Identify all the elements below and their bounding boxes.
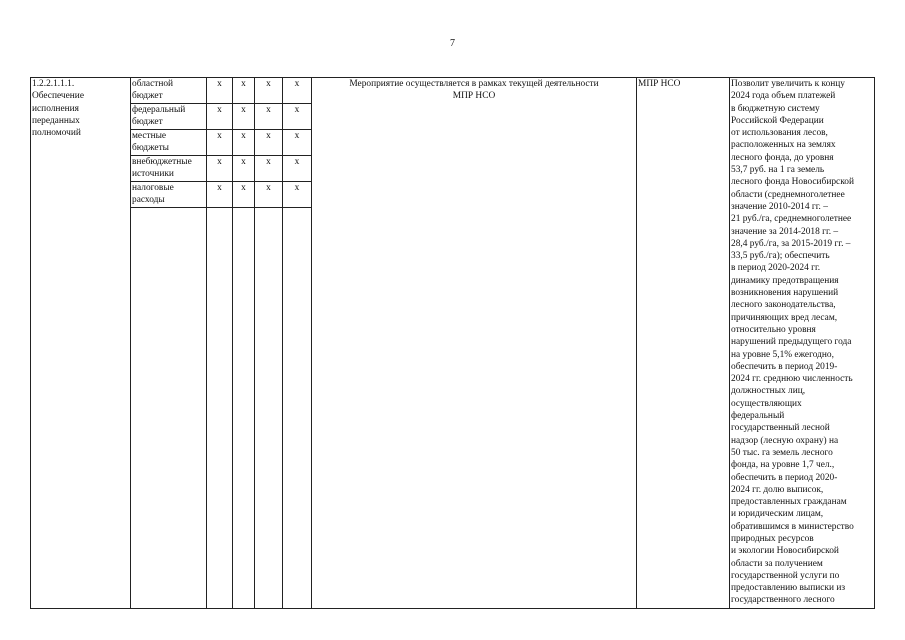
effect-line: причиняющих вред лесам, xyxy=(731,312,838,323)
effect-line: предоставленных гражданам xyxy=(731,497,847,508)
effect-line: относительно уровня xyxy=(731,324,816,335)
mark-cell: x xyxy=(255,78,283,104)
mark-cell: x xyxy=(233,104,255,130)
measures-table xyxy=(30,77,875,609)
source-label-line: бюджет xyxy=(132,91,163,102)
effect-line: природных ресурсов xyxy=(731,533,814,544)
table-row xyxy=(31,78,875,104)
mark-cell: x xyxy=(207,156,233,182)
source-label-line: бюджеты xyxy=(132,143,169,154)
source-cell xyxy=(131,130,207,156)
effect-line: лесного фонда, до уровня xyxy=(731,152,834,163)
measure-name-line: исполнения xyxy=(32,103,79,114)
measure-code: 1.2.2.1.1.1. xyxy=(32,79,75,89)
effect-line: нарушений предыдущего года xyxy=(731,337,852,348)
source-label-line: расходы xyxy=(132,195,165,206)
effect-line: государственный лесной xyxy=(731,423,830,434)
mark-cell: x xyxy=(283,156,312,182)
source-label-line: бюджет xyxy=(132,117,163,128)
effect-line: 28,4 руб./га, за 2015-2019 гг. – xyxy=(731,238,851,249)
effect-line: значение за 2014-2018 гг. – xyxy=(731,226,839,237)
effect-line: в период 2020-2024 гг. xyxy=(731,263,821,274)
mark-cell: x xyxy=(207,78,233,104)
effect-line: Позволит увеличить к концу xyxy=(731,79,845,89)
source-cell xyxy=(131,104,207,130)
empty-cell xyxy=(207,208,233,609)
mark-cell: x xyxy=(283,104,312,130)
effect-line: на уровне 5,1% ежегодно, xyxy=(731,349,834,360)
source-cell xyxy=(131,156,207,182)
effect-line: лесного фонда Новосибирской xyxy=(731,177,854,188)
mark-cell: x xyxy=(255,130,283,156)
effect-line: 33,5 руб./га); обеспечить xyxy=(731,251,830,262)
effect-line: должностных лиц, xyxy=(731,386,806,397)
mark-cell: x xyxy=(233,156,255,182)
mark-cell: x xyxy=(207,104,233,130)
activity-line: МПР НСО xyxy=(452,91,496,102)
source-label-line: областной xyxy=(132,79,174,89)
mark-cell: x xyxy=(207,130,233,156)
effect-line: 2024 года объем платежей xyxy=(731,91,836,102)
effect-line: расположенных на землях xyxy=(731,140,836,151)
source-cell xyxy=(131,78,207,104)
empty-cell xyxy=(255,208,283,609)
effect-line: обратившимся в министерство xyxy=(731,521,854,532)
empty-cell xyxy=(131,208,207,609)
effect-line: 21 руб./га, среднемноголетнее xyxy=(731,214,852,225)
effect-line: предоставлению выписки из xyxy=(731,583,846,594)
mark-cell: x xyxy=(283,182,312,208)
effect-line: возникновения нарушений xyxy=(731,288,839,299)
mark-cell: x xyxy=(233,182,255,208)
expected-effect-cell xyxy=(730,78,875,609)
mark-cell: x xyxy=(207,182,233,208)
mark-cell: x xyxy=(255,156,283,182)
source-label-line: налоговые xyxy=(132,183,174,193)
effect-line: и юридическим лицам, xyxy=(731,509,824,520)
mark-cell: x xyxy=(283,130,312,156)
measure-name-line: полномочий xyxy=(32,128,81,139)
empty-cell xyxy=(233,208,255,609)
effect-line: федеральный xyxy=(731,411,785,422)
mark-cell: x xyxy=(255,182,283,208)
executor-cell xyxy=(637,78,730,609)
mark-cell: x xyxy=(283,78,312,104)
effect-line: значение 2010-2014 гг. – xyxy=(731,201,828,212)
activity-line: Мероприятие осуществляется в рамках текущей деятельности xyxy=(349,79,599,89)
effect-line: государственного лесного xyxy=(731,595,835,606)
source-label-line: источники xyxy=(132,169,174,180)
effect-line: динамику предотвращения xyxy=(731,275,839,286)
measure-name-line: переданных xyxy=(32,115,80,126)
effect-line: обеспечить в период 2020- xyxy=(731,472,838,483)
effect-line: области за получением xyxy=(731,558,823,569)
effect-line: и экологии Новосибирской xyxy=(731,546,839,557)
mark-cell: x xyxy=(255,104,283,130)
effect-line: фонда, на уровне 1,7 чел., xyxy=(731,460,835,471)
measure-code-cell xyxy=(31,78,131,609)
measure-name-line: Обеспечение xyxy=(32,91,84,102)
activity-description-cell xyxy=(312,78,637,609)
effect-line: 2024 гг. среднюю численность xyxy=(731,374,853,385)
effect-line: Российской Федерации xyxy=(731,115,824,126)
effect-line: в бюджетную систему xyxy=(731,103,820,114)
effect-line: обеспечить в период 2019- xyxy=(731,361,838,372)
executor-name: МПР НСО xyxy=(638,79,681,89)
effect-line: государственной услуги по xyxy=(731,570,840,581)
effect-line: от использования лесов, xyxy=(731,128,828,139)
source-label-line: внебюджетные xyxy=(132,157,192,167)
mark-cell: x xyxy=(233,78,255,104)
page-number: 7 xyxy=(450,38,455,49)
empty-cell xyxy=(283,208,312,609)
effect-line: 50 тыс. га земель лесного xyxy=(731,447,833,458)
effect-line: области (среднемноголетнее xyxy=(731,189,845,200)
mark-cell: x xyxy=(233,130,255,156)
effect-line: надзор (лесную охрану) на xyxy=(731,435,839,446)
effect-line: 2024 гг. долю выписок, xyxy=(731,484,824,495)
source-cell xyxy=(131,182,207,208)
effect-line: лесного законодательства, xyxy=(731,300,836,311)
effect-line: 53,7 руб. на 1 га земель xyxy=(731,165,825,176)
source-label-line: местные xyxy=(132,131,167,141)
effect-line: осуществляющих xyxy=(731,398,802,409)
source-label-line: федеральный xyxy=(132,105,186,115)
